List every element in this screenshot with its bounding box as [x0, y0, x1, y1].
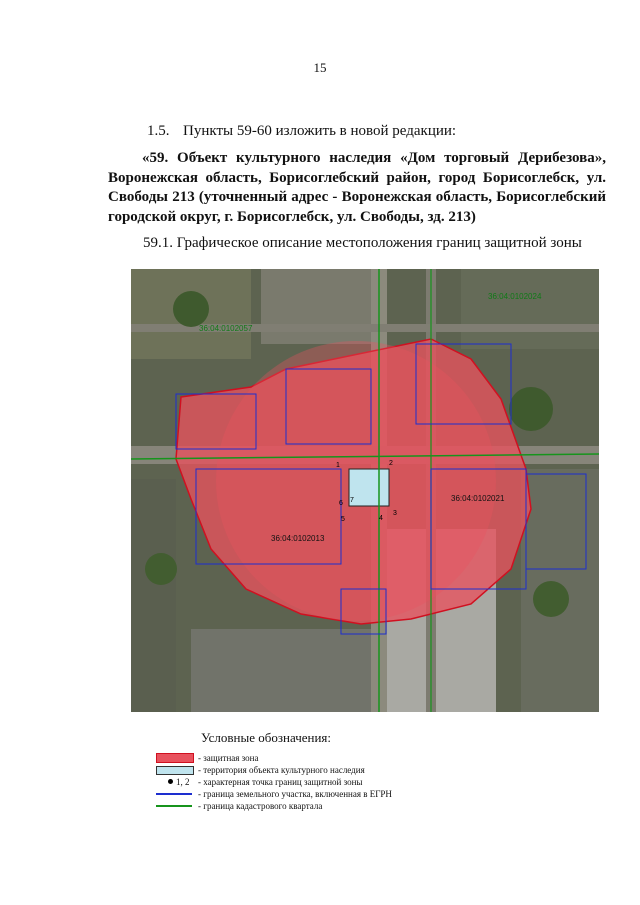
- quarter-label: 36:04:0102057: [199, 324, 253, 333]
- legend-item-object: [150, 764, 450, 776]
- tree: [145, 553, 177, 585]
- decision-paragraph: [108, 149, 606, 227]
- zone-symbol: [156, 753, 194, 763]
- quarter-line-symbol: [156, 805, 192, 807]
- heritage-object-territory: [349, 469, 389, 506]
- legend-label: - территория объекта культурного наследия: [198, 765, 365, 775]
- decision-text: «59. Объект культурного наследия «Дом торговый Дерибезова», Воронежская область, Борисоглебский район, город Борисоглебск, ул. Свободы 213 (уточненный адрес - Воронежская область, Борисоглебский городской округ, г. Борисоглебск, ул. Свободы, зд. 213): [108, 150, 606, 225]
- legend-item-point: [150, 776, 450, 788]
- graphic-description-heading: 59.1. Графическое описание местоположения границ защитной зоны: [143, 235, 582, 251]
- point-label: 2: [389, 460, 393, 467]
- legend-label: - граница земельного участка, включенная в ЕГРН: [198, 789, 392, 799]
- object-symbol: [156, 766, 194, 775]
- point-label: 7: [350, 497, 354, 504]
- legend-item-quarter: [150, 800, 450, 812]
- point-label: 1: [336, 462, 340, 469]
- quarter-label: 36:04:0102013: [271, 534, 325, 543]
- quarter-label: 36:04:0102024: [488, 292, 542, 301]
- legend-label: - характерная точка границ защитной зоны: [198, 777, 363, 787]
- parcel-line-symbol: [156, 793, 192, 795]
- section-heading: [147, 123, 456, 140]
- point-label: 4: [379, 515, 383, 522]
- map-block: [191, 629, 391, 712]
- section-number: 1.5.: [147, 123, 170, 139]
- quarter-label: 36:04:0102021: [451, 494, 505, 503]
- point-symbol: 1, 2: [168, 776, 192, 786]
- section-text: Пункты 59-60 изложить в новой редакции:: [183, 123, 457, 139]
- legend-title: Условные обозначения:: [201, 730, 332, 745]
- map-block: [131, 479, 176, 712]
- legend-label: - защитная зона: [198, 753, 259, 763]
- tree: [173, 291, 209, 327]
- page-number: 15: [313, 60, 327, 75]
- point-label: 6: [339, 500, 343, 507]
- tree: [533, 581, 569, 617]
- legend-label: - граница кадастрового квартала: [198, 801, 323, 811]
- legend-item-parcel: [150, 788, 450, 800]
- protective-zone-map: [131, 269, 599, 712]
- map-canvas: [131, 269, 599, 712]
- point-label: 3: [393, 510, 397, 517]
- map-block: [261, 269, 371, 344]
- legend-item-zone: [150, 752, 450, 764]
- tree: [509, 387, 553, 431]
- point-label: 5: [341, 516, 345, 523]
- map-block: [461, 269, 599, 349]
